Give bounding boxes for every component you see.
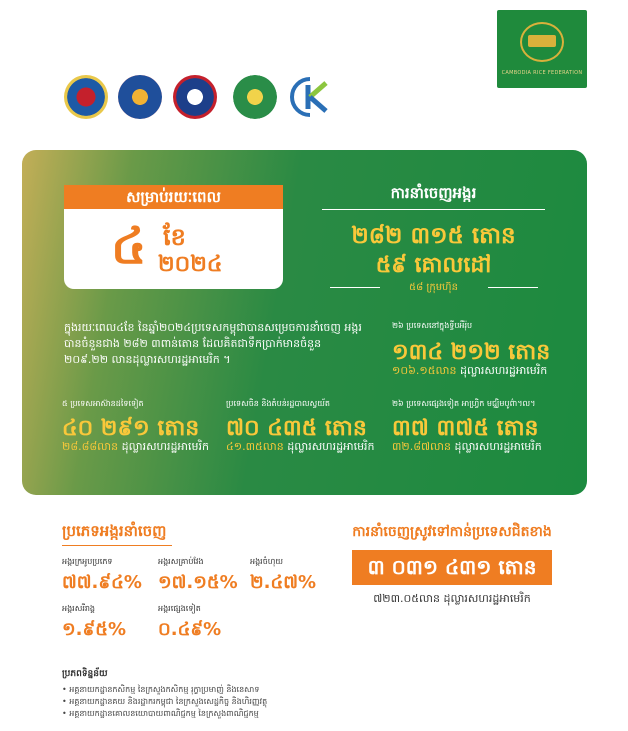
agri-logo (233, 75, 277, 119)
export-tons: ២៨២ ៣១៥ តោន (351, 223, 516, 249)
rice-type-value: ០.៤៩% (158, 619, 222, 640)
rice-type-value: ១.៩៥% (62, 619, 126, 640)
eu-usd (392, 364, 547, 380)
source-item: • អគ្គនាយកដ្ឋានគោលនយោបាយពាណិជ្ជកម្ម នៃក្រសួងពាណិជ្ជកម្ម (62, 709, 259, 718)
period-months: ៤ (111, 217, 147, 275)
rice-type-label: អង្ករសគ្រាប់វែង (158, 557, 204, 566)
gdce-logo (118, 75, 162, 119)
rice-type-label: អង្ករផ្សេងទៀត (158, 604, 201, 613)
source-text: អគ្គនាយកដ្ឋានកសិកម្ម នៃក្រសួងកសិកម្ម រុក្ខាប្រមាញ់ និងនេសាទ (69, 685, 260, 694)
region-usd (226, 440, 375, 456)
region-label: ២៦ ប្រទេសផ្សេងទៀត អាហ្វ្រិក មជ្ឈិមបូព៌ា។ល។ (392, 399, 536, 408)
export-firms: ៥៨ ក្រុមហ៊ុន (409, 282, 458, 293)
region-usd (62, 440, 209, 456)
neighbor-export-usd: ៧២៣.០៥លាន ដុល្លារសហរដ្ឋអាមេរិក (373, 592, 531, 605)
region-label: ៥ ប្រទេសអាស៊ានដទៃទៀត (62, 399, 144, 408)
divider (488, 287, 538, 288)
neighbor-export-title: ការនាំចេញស្រូវទៅកាន់ប្រទេសជិតខាង (352, 524, 552, 540)
k-logo (288, 75, 338, 119)
region-usd-value: ៤១.៣៥លាន (226, 440, 284, 453)
crest-caption: CAMBODIA RICE FEDERATION (501, 70, 583, 76)
source-text: អគ្គនាយកដ្ឋានគោលនយោបាយពាណិជ្ជកម្ម នៃក្រសួងពាណិជ្ជកម្ម (69, 709, 259, 718)
eu-usd-value: ១០៦.១៥លាន (392, 364, 457, 377)
rice-type-value: ២.៤៧% (250, 572, 317, 593)
rice-type-value: ៧៧.៩៤% (62, 572, 142, 593)
region-tons: ៣៧ ៣៧៥ តោន (392, 416, 539, 441)
port-logo (173, 75, 217, 119)
rice-type-label: អង្ករសរីរាង្គ (62, 604, 96, 613)
ministry-logo (64, 75, 108, 119)
export-title: ការនាំចេញអង្ករ (390, 184, 477, 202)
region-usd-unit: ដុល្លារសហរដ្ឋអាមេរិក (454, 440, 542, 453)
source-text: អគ្គនាយកដ្ឋានគយ និងរដ្ឋាករកម្ពុជា នៃក្រសួងសេដ្ឋកិច្ច និងហិរញ្ញវត្ថុ (69, 697, 268, 706)
divider (322, 209, 545, 210)
neighbor-export-tons: ៣ ០៣១ ៤៣១ តោន (352, 550, 552, 585)
cambodia-rice-federation-logo (497, 10, 587, 88)
summary-paragraph: ក្នុងរយៈពេល៤ខែ នៃឆ្នាំ២០២៤ប្រទេសកម្ពុជាបានសម្រេចការនាំចេញ អង្ករបានចំនួនជាង ២៨២ ៣ពាន់តោន ដែលគិតជាទឹកប្រាក់មានចំនួន ២០៩.២២ លានដុល្លារសហរដ្ឋអាមេរិក ។ (64, 321, 362, 366)
period-label: សម្រាប់រយៈពេល (64, 185, 283, 209)
region-usd-value: ៣២.៨៧លាន (392, 440, 451, 453)
sources-title: ប្រភពទិន្នន័យ (62, 669, 108, 679)
period-year: ២០២៤ (158, 252, 223, 277)
region-label: ប្រទេសចិន និងតំបន់រដ្ឋបាលស្វយ័ត (226, 399, 330, 408)
rice-crest-icon (520, 22, 564, 62)
eu-usd-unit: ដុល្លារសហរដ្ឋអាមេរិក (459, 364, 548, 377)
rice-types-title: ប្រភេទអង្ករនាំចេញ (62, 522, 167, 540)
divider (62, 545, 172, 546)
export-destinations: ៥៩ គោលដៅ (375, 253, 492, 278)
source-item: • អគ្គនាយកដ្ឋានគយ និងរដ្ឋាករកម្ពុជា នៃក្រសួងសេដ្ឋកិច្ច និងហិរញ្ញវត្ថុ (62, 697, 268, 706)
period-month-word: ខែ (163, 223, 186, 251)
rice-type-label: អង្ករក្រអូបប្រភេទ (62, 557, 113, 566)
region-usd-unit: ដុល្លារសហរដ្ឋអាមេរិក (287, 440, 375, 453)
eu-label: ២៦ ប្រទេសនៅក្នុងទ្វីបអឺរ៉ុប (392, 321, 473, 330)
region-tons: ៤០ ២៩១ តោន (62, 416, 200, 441)
region-usd (392, 440, 542, 456)
rice-type-label: អង្ករចំហុយ (250, 557, 284, 566)
region-usd-unit: ដុល្លារសហរដ្ឋអាមេរិក (121, 440, 209, 453)
source-item: • អគ្គនាយកដ្ឋានកសិកម្ម នៃក្រសួងកសិកម្ម រុក្ខាប្រមាញ់ និងនេសាទ (62, 685, 260, 694)
region-usd-value: ២៨.៨៨លាន (62, 440, 119, 453)
eu-tons: ១៣៤ ២១២ តោន (392, 340, 551, 365)
region-tons: ៧០ ៤៣៥ តោន (226, 416, 367, 441)
rice-type-value: ១៧.១៥% (158, 572, 238, 593)
